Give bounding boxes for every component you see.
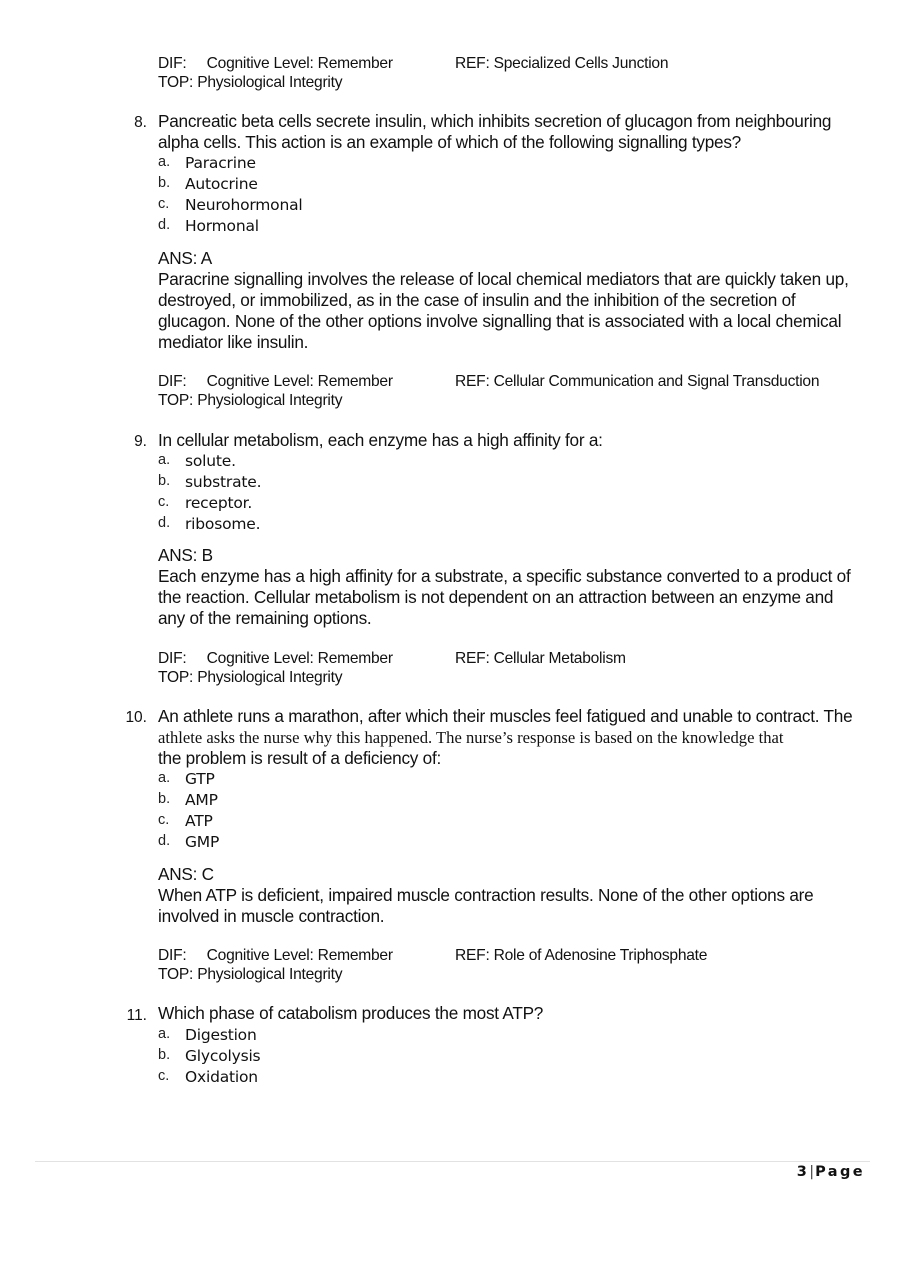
rationale-line: the reaction. Cellular metabolism is not dependent on an attraction between an enzyme and [158, 587, 834, 607]
option-text: GMP [185, 833, 220, 851]
option-text: Hormonal [185, 217, 259, 235]
rationale-line: involved in muscle contraction. [158, 906, 385, 926]
question-stem-line: In cellular metabolism, each enzyme has a high affinity for a: [158, 430, 603, 450]
dif-value: Cognitive Level: Remember [206, 650, 393, 667]
option-marker: b. [158, 1047, 171, 1063]
option-text: ATP [185, 812, 213, 830]
option-marker: c. [158, 494, 170, 510]
ref-text: REF: Cellular Communication and Signal Transduction [455, 373, 820, 390]
dif-value: Cognitive Level: Remember [206, 947, 393, 964]
ref-text: REF: Role of Adenosine Triphosphate [455, 947, 708, 964]
dif-label: DIF: [158, 373, 187, 390]
page-number-value: 3 [796, 1164, 810, 1180]
answer-key: ANS: C [158, 864, 214, 884]
dif-line [158, 371, 393, 392]
option-marker: a. [158, 770, 171, 786]
option-marker: d. [158, 515, 171, 531]
option-marker: a. [158, 154, 171, 170]
option-text: Oxidation [185, 1068, 258, 1086]
dif-label: DIF: [158, 55, 187, 72]
option-text: substrate. [185, 473, 262, 491]
option-text: solute. [185, 452, 236, 470]
ref-text: REF: Cellular Metabolism [455, 650, 626, 667]
footer-divider [35, 1161, 870, 1162]
option-marker: b. [158, 175, 171, 191]
option-marker: c. [158, 812, 170, 828]
question-stem-line: Pancreatic beta cells secrete insulin, which inhibits secretion of glucagon from neighbouring [158, 111, 832, 131]
question-number: 9. [134, 433, 147, 450]
dif-label: DIF: [158, 650, 187, 667]
question-number: 11. [126, 1007, 147, 1024]
option-marker: d. [158, 833, 171, 849]
dif-line [158, 53, 393, 74]
option-marker: b. [158, 473, 171, 489]
ref-text: REF: Specialized Cells Junction [455, 55, 669, 72]
rationale-line: Paracrine signalling involves the release of local chemical mediators that are quickly taken up, [158, 269, 849, 289]
option-text: AMP [185, 791, 218, 809]
option-marker: d. [158, 217, 171, 233]
dif-line [158, 648, 393, 669]
question-stem-line: the problem is result of a deficiency of: [158, 748, 442, 768]
question-stem-line: Which phase of catabolism produces the most ATP? [158, 1003, 544, 1023]
option-text: Autocrine [185, 175, 258, 193]
rationale-line: destroyed, or immobilized, as in the case of insulin and the inhibition of the secretion of [158, 290, 796, 310]
option-marker: c. [158, 196, 170, 212]
question-stem-line: An athlete runs a marathon, after which their muscles feel fatigued and unable to contract. The [158, 706, 853, 726]
dif-value: Cognitive Level: Remember [206, 373, 393, 390]
rationale-line: glucagon. None of the other options involve signalling that is associated with a local chemical [158, 311, 842, 331]
option-text: Digestion [185, 1026, 257, 1044]
option-text: receptor. [185, 494, 253, 512]
rationale-line: mediator like insulin. [158, 332, 309, 352]
option-text: Paracrine [185, 154, 256, 172]
question-stem-line: alpha cells. This action is an example of which of the following signalling types? [158, 132, 741, 152]
option-marker: a. [158, 452, 171, 468]
option-text: Neurohormonal [185, 196, 303, 214]
top-text: TOP: Physiological Integrity [158, 74, 343, 91]
option-text: Glycolysis [185, 1047, 261, 1065]
question-number: 10. [125, 709, 147, 726]
page-number [797, 1164, 865, 1180]
rationale-line: any of the remaining options. [158, 608, 372, 628]
option-marker: b. [158, 791, 171, 807]
rationale-line: When ATP is deficient, impaired muscle contraction results. None of the other options are [158, 885, 814, 905]
page-label: Page [815, 1164, 865, 1180]
top-text: TOP: Physiological Integrity [158, 392, 343, 409]
option-marker: c. [158, 1068, 170, 1084]
question-number: 8. [134, 114, 147, 131]
top-text: TOP: Physiological Integrity [158, 966, 343, 983]
dif-line [158, 945, 393, 966]
option-text: ribosome. [185, 515, 261, 533]
option-marker: a. [158, 1026, 171, 1042]
option-text: GTP [185, 770, 215, 788]
answer-key: ANS: A [158, 248, 212, 268]
dif-value: Cognitive Level: Remember [206, 55, 393, 72]
top-text: TOP: Physiological Integrity [158, 669, 343, 686]
question-stem-line: athlete asks the nurse why this happened. The nurse’s response is based on the knowledge that [158, 728, 784, 747]
rationale-line: Each enzyme has a high affinity for a substrate, a specific substance converted to a product of [158, 566, 851, 586]
answer-key: ANS: B [158, 545, 213, 565]
dif-label: DIF: [158, 947, 187, 964]
page-separator: | [809, 1164, 816, 1180]
